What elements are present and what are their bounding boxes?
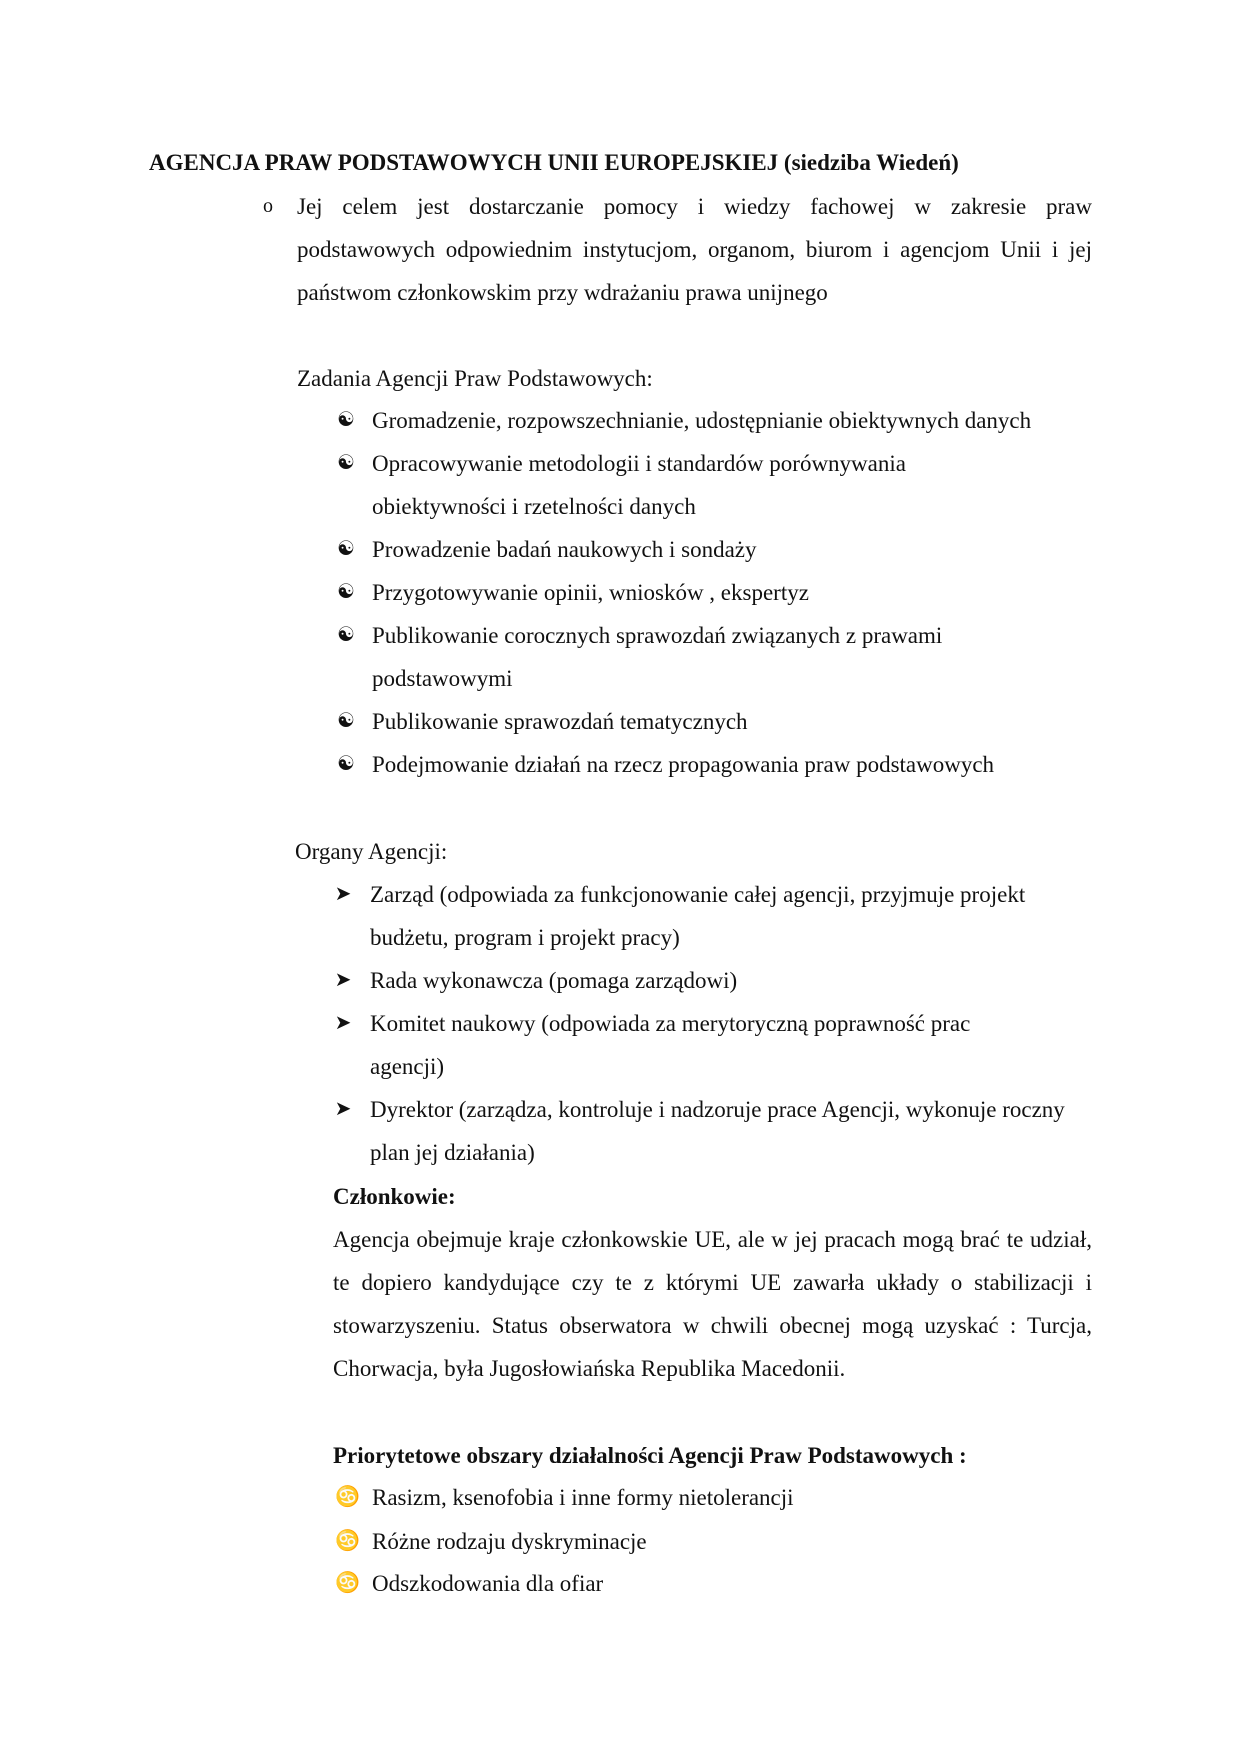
task-item: Przygotowywanie opinii, wniosków , ekspertyz [372, 580, 809, 605]
priority-item: Rasizm, ksenofobia i inne formy nietolerancji [372, 1485, 794, 1510]
priorities-heading: Priorytetowe obszary działalności Agencji Praw Podstawowych : [333, 1443, 967, 1468]
cancer-sign-icon: ♋ [335, 1486, 360, 1508]
members-heading: Członkowie: [333, 1184, 456, 1209]
yin-yang-icon: ☯ [337, 538, 355, 560]
intro-paragraph: Jej celem jest dostarczanie pomocy i wiedzy fachowej w zakresie praw podstawowych odpowiednim instytucjom, organom, biurom i agencjom Unii i jej państwom członkowskim przy wdrażaniu prawa unijnego [297, 194, 1092, 305]
arrowhead-icon: ➤ [334, 1098, 352, 1120]
task-item: Publikowanie sprawozdań tematycznych [372, 709, 748, 734]
organ-item: Rada wykonawcza (pomaga zarządowi) [370, 968, 738, 993]
task-item: Publikowanie corocznych sprawozdań związanych z prawami podstawowymi [372, 623, 943, 691]
task-item: Podejmowanie działań na rzecz propagowania praw podstawowych [372, 752, 995, 777]
organ-item: Komitet naukowy (odpowiada za merytoryczną poprawność prac agencji) [370, 1011, 971, 1079]
yin-yang-icon: ☯ [337, 753, 355, 775]
cancer-sign-icon: ♋ [335, 1572, 360, 1594]
organ-item: Zarząd (odpowiada za funkcjonowanie całej agencji, przyjmuje projekt budżetu, program i projekt pracy) [370, 882, 1026, 950]
organs-heading: Organy Agencji: [295, 839, 448, 864]
priority-item: Odszkodowania dla ofiar [372, 1571, 604, 1596]
yin-yang-icon: ☯ [337, 452, 355, 474]
priority-item: Różne rodzaju dyskryminacje [372, 1529, 647, 1554]
arrowhead-icon: ➤ [334, 883, 352, 905]
yin-yang-icon: ☯ [337, 409, 355, 431]
yin-yang-icon: ☯ [337, 581, 355, 603]
members-paragraph: Agencja obejmuje kraje członkowskie UE, ale w jej pracach mogą brać te udział, te dopiero kandydujące czy te z którymi UE zawarła układy o stabilizacji i stowarzyszeniu. Status obserwatora w chwili obecnej mogą uzyskać : Turcja, Chorwacja, była Jugosłowiańska Republika Macedonii. [333, 1227, 1092, 1381]
organ-item: Dyrektor (zarządza, kontroluje i nadzoruje prace Agencji, wykonuje roczny plan jej działania) [370, 1097, 1065, 1165]
document-title: AGENCJA PRAW PODSTAWOWYCH UNII EUROPEJSKIEJ (siedziba Wiedeń) [149, 150, 959, 175]
arrowhead-icon: ➤ [334, 1012, 352, 1034]
circle-bullet-icon: o [263, 195, 273, 217]
task-item: Gromadzenie, rozpowszechnianie, udostępnianie obiektywnych danych [372, 408, 1032, 433]
yin-yang-icon: ☯ [337, 624, 355, 646]
arrowhead-icon: ➤ [334, 969, 352, 991]
task-item: Opracowywanie metodologii i standardów porównywania obiektywności i rzetelności danych [372, 451, 906, 519]
yin-yang-icon: ☯ [337, 710, 355, 732]
tasks-heading: Zadania Agencji Praw Podstawowych: [297, 366, 653, 391]
cancer-sign-icon: ♋ [335, 1530, 360, 1552]
task-item: Prowadzenie badań naukowych i sondaży [372, 537, 757, 562]
